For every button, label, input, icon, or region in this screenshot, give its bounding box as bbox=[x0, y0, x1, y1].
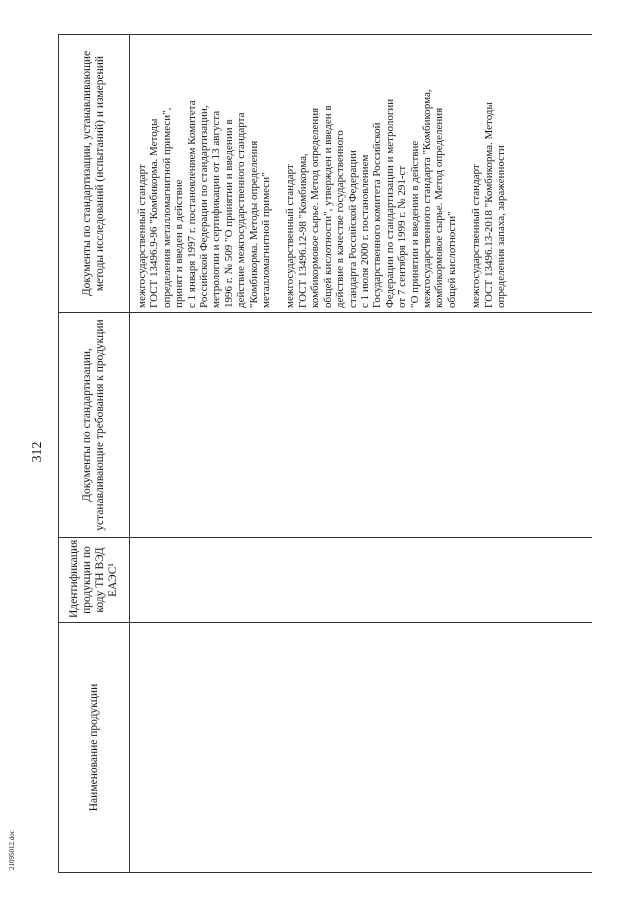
cell-requirement-docs bbox=[130, 313, 593, 538]
entry-line: действие в качестве государственного bbox=[334, 130, 347, 308]
entry-line: определения запаха, зараженности bbox=[494, 145, 507, 308]
entry-line: межгосударственный стандарт bbox=[284, 164, 297, 308]
entry-line: ГОСТ 13496.12-98 "Комбикорма, bbox=[296, 153, 309, 308]
entry-line: межгосударственный стандарт bbox=[136, 164, 148, 308]
entry-line: с 1 января 1997 г. постановлением Комитета bbox=[185, 100, 198, 308]
entry-line: Федерации по стандартизации и метрологии bbox=[383, 98, 396, 308]
header-product-name: Наименование продукции bbox=[59, 623, 130, 873]
entry-line: межгосударственного стандарта "Комбикорма, bbox=[420, 89, 433, 308]
standard-entry-gost-13496-9 bbox=[136, 39, 272, 308]
rotated-table-block bbox=[58, 35, 588, 873]
entry-line: Российской Федерации по стандартизации, bbox=[198, 105, 211, 308]
page-number: 312 bbox=[30, 441, 45, 463]
table-row bbox=[130, 35, 593, 873]
entry-line: от 7 сентября 1999 г. № 291-ст bbox=[396, 165, 409, 308]
standard-entry-gost-13496-12 bbox=[284, 39, 458, 308]
entry-line: действие межгосударственного стандарта bbox=[235, 112, 248, 308]
entry-line: 1996 г. № 509 "О принятии и введении в bbox=[222, 119, 235, 308]
entry-line: общей кислотности", утвержден и введен в bbox=[321, 105, 334, 308]
standards-table bbox=[58, 34, 592, 873]
entry-line: металломагнитной примеси" bbox=[260, 172, 273, 308]
cell-tnved-code bbox=[130, 538, 593, 623]
entry-line: общей кислотности" bbox=[445, 211, 458, 308]
entry-line: стандарта Российской Федерации bbox=[346, 150, 359, 308]
entry-line: принят и введен в действие bbox=[173, 179, 186, 308]
entry-line: метрологии и сертификации от 13 августа bbox=[210, 110, 223, 308]
entry-line: комбикормовое сырье. Метод определения bbox=[433, 107, 446, 308]
entry-line: "О принятии и введении в действие bbox=[408, 140, 421, 308]
header-method-docs: Документы по стандартизации, устанавливающие методы исследований (испытаний) и измерений bbox=[59, 35, 130, 313]
entry-line: ГОСТ 13496.13-2018 "Комбикорма. Методы bbox=[482, 102, 495, 308]
entry-line: комбикормовое сырье. Метод определения bbox=[309, 107, 322, 308]
cell-method-docs bbox=[130, 35, 593, 313]
cell-product-name bbox=[130, 623, 593, 873]
entry-line: межгосударственный стандарт bbox=[470, 164, 483, 308]
standard-entry-gost-13496-13 bbox=[470, 39, 507, 308]
document-id: 21095012.doc bbox=[8, 830, 16, 870]
header-tnved-code: Идентификация продукции по коду ТН ВЭД ЕАЭС¹ bbox=[59, 538, 130, 623]
table-header-row bbox=[59, 35, 130, 873]
entry-line: Государственного комитета Российской bbox=[371, 122, 384, 308]
entry-line: определения металломагнитной примеси", bbox=[160, 107, 173, 308]
entry-line: "Комбикорма. Методы определения bbox=[247, 140, 260, 308]
entry-line: с 1 июля 2000 г. постановлением bbox=[358, 154, 371, 308]
header-requirement-docs: Документы по стандартизации, устанавливающие требования к продукции bbox=[59, 313, 130, 538]
entry-line: ГОСТ 13496.9-96 "Комбикорма. Методы bbox=[148, 118, 161, 308]
